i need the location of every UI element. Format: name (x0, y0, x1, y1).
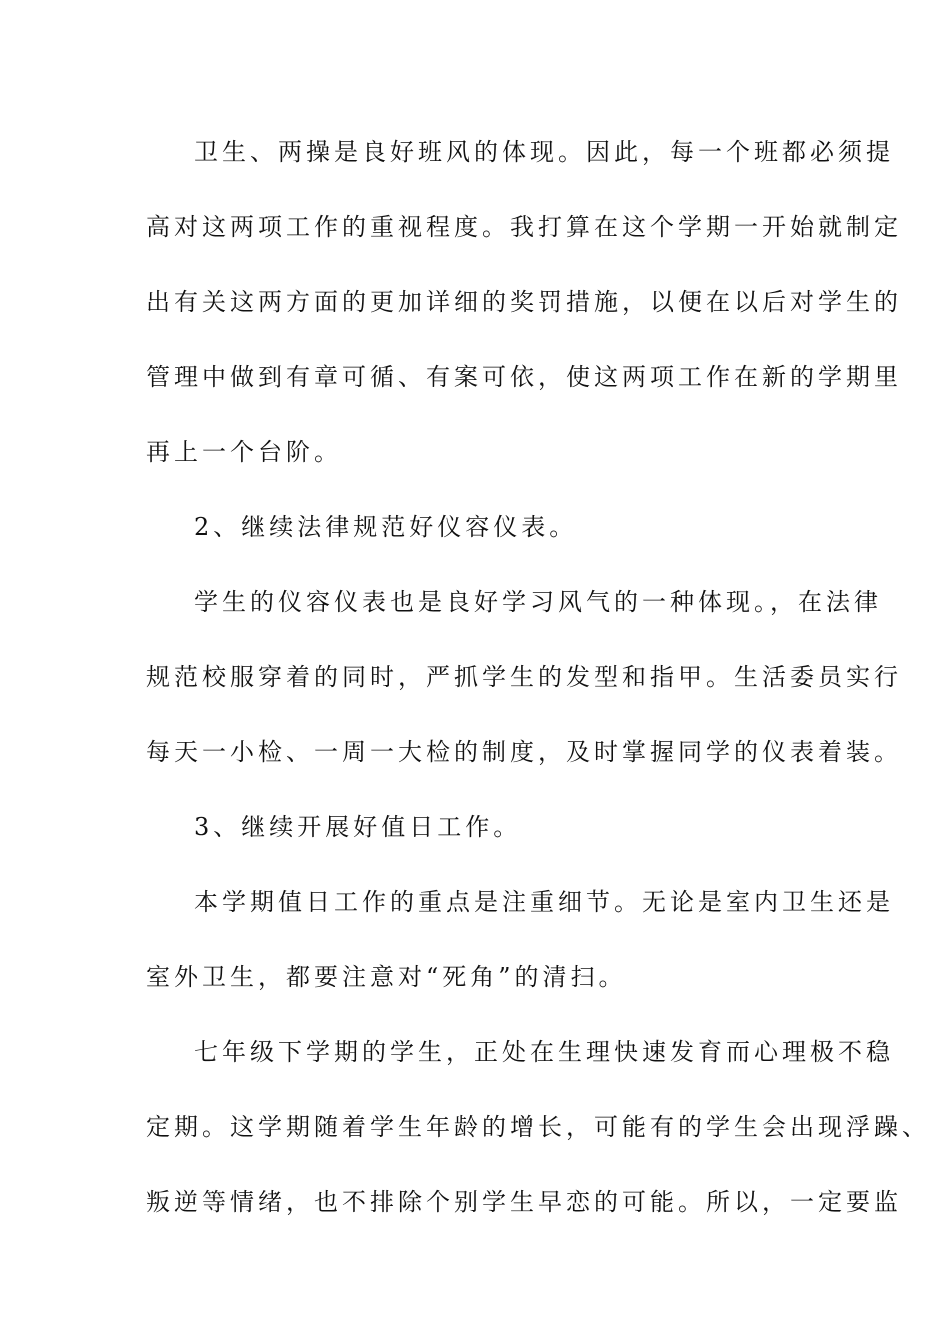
text-line: 规范校服穿着的同时，严抓学生的发型和指甲。生活委员实行 (146, 663, 902, 691)
text-line: 叛逆等情绪，也不排除个别学生早恋的可能。所以，一定要监 (146, 1188, 902, 1216)
section-heading: 3、继续开展好值日工作。 (194, 813, 522, 841)
text-line: 学生的仪容仪表也是良好学习风气的一种体现。，在法律 (194, 588, 882, 616)
text-line: 出有关这两方面的更加详细的奖罚措施，以便在以后对学生的 (146, 288, 902, 316)
text-line: 每天一小检、一周一大检的制度，及时掌握同学的仪表着装。 (146, 738, 902, 766)
text-line: 再上一个台阶。 (146, 438, 342, 466)
text-line: 卫生、两操是良好班风的体现。因此，每一个班都必须提 (194, 138, 894, 166)
section-heading: 2、继续法律规范好仪容仪表。 (194, 513, 578, 541)
text-line: 高对这两项工作的重视程度。我打算在这个学期一开始就制定 (146, 213, 902, 241)
text-line: 七年级下学期的学生，正处在生理快速发育而心理极不稳 (194, 1038, 894, 1066)
text-line: 定期。这学期随着学生年龄的增长，可能有的学生会出现浮躁、 (146, 1113, 930, 1141)
text-line: 管理中做到有章可循、有案可依，使这两项工作在新的学期里 (146, 363, 902, 391)
text-line: 室外卫生，都要注意对“死角”的清扫。 (146, 963, 627, 991)
text-line: 本学期值日工作的重点是注重细节。无论是室内卫生还是 (194, 888, 894, 916)
